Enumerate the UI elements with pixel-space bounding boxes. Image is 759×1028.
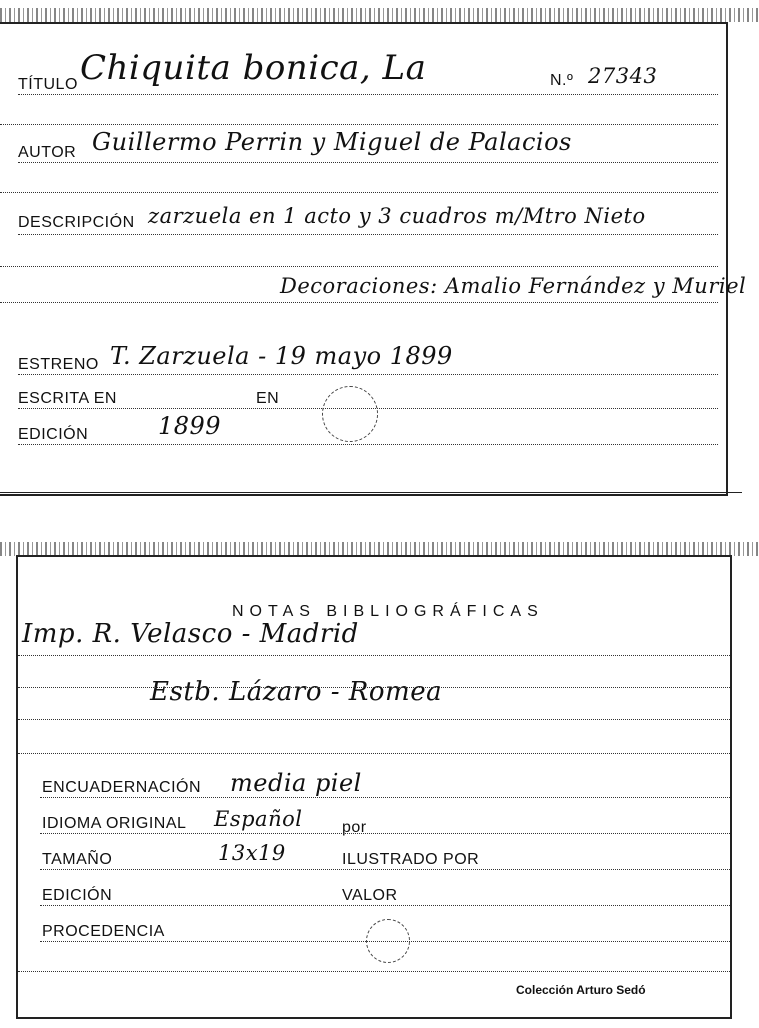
procedencia-label: PROCEDENCIA [42, 923, 165, 940]
autor-label: AUTOR [18, 144, 77, 161]
collection-footer: Colección Arturo Sedó [516, 983, 646, 997]
en-label: EN [256, 390, 280, 407]
rule-blank-2 [0, 192, 718, 193]
paper-edge-texture [0, 8, 759, 22]
rule-encuadernacion [40, 797, 730, 798]
idioma-label: IDIOMA ORIGINAL [42, 815, 187, 832]
autor-value: Guillermo Perrin y Miguel de Palacios [92, 128, 572, 156]
valor-label: VALOR [342, 887, 398, 904]
rule-notas-1 [18, 655, 730, 656]
notas-bibliograficas-title: NOTAS BIBLIOGRÁFICAS [232, 603, 544, 620]
rule-edicion [18, 444, 718, 445]
rule-descripcion-1 [18, 234, 718, 235]
rule-notas-2 [18, 687, 730, 688]
paper-edge-texture-bottom [0, 542, 759, 556]
card-cut-line [0, 492, 742, 493]
numero-label: N.º [550, 72, 574, 89]
edicion-label-bottom: EDICIÓN [42, 887, 113, 904]
idioma-value: Español [214, 807, 303, 831]
rule-estreno [18, 374, 718, 375]
rule-titulo [18, 94, 718, 95]
descripcion-label: DESCRIPCIÓN [18, 214, 135, 231]
descripcion-line1: zarzuela en 1 acto y 3 cuadros m/Mtro Nieto [148, 204, 646, 228]
tamano-value: 13x19 [218, 841, 286, 865]
descripcion-line2: Decoraciones: Amalio Fernández y Muriel [280, 274, 747, 298]
catalog-card-back [16, 555, 732, 1019]
rule-idioma [40, 833, 730, 834]
ilustrado-label: ILUSTRADO POR [342, 851, 480, 868]
tamano-label: TAMAÑO [42, 851, 113, 868]
circular-stamp [322, 386, 378, 442]
edicion-value: 1899 [158, 412, 222, 440]
estreno-value: T. Zarzuela - 19 mayo 1899 [110, 342, 453, 370]
encuadernacion-label: ENCUADERNACIÓN [42, 779, 202, 796]
notas-line2: Estb. Lázaro - Romea [150, 677, 443, 707]
encuadernacion-value: media piel [230, 769, 362, 797]
titulo-value: Chiquita bonica, La [80, 48, 427, 88]
estreno-label: ESTRENO [18, 356, 99, 373]
numero-value: 27343 [588, 64, 658, 88]
circular-stamp-bottom [366, 919, 410, 963]
rule-autor [18, 162, 718, 163]
edicion-label: EDICIÓN [18, 426, 89, 443]
rule-tamano [40, 869, 730, 870]
rule-notas-3 [18, 719, 730, 720]
rule-descripcion-2 [0, 266, 718, 267]
rule-last [18, 971, 730, 972]
rule-edicion-bottom [40, 905, 730, 906]
rule-notas-4 [18, 753, 730, 754]
por-label: por [342, 819, 367, 836]
rule-blank-1 [0, 124, 718, 125]
titulo-label: TÍTULO [18, 76, 78, 93]
notas-line1: Imp. R. Velasco - Madrid [22, 619, 359, 649]
escrita-en-label: ESCRITA EN [18, 390, 117, 407]
rule-descripcion-3 [0, 302, 718, 303]
catalog-card-front [0, 22, 747, 496]
